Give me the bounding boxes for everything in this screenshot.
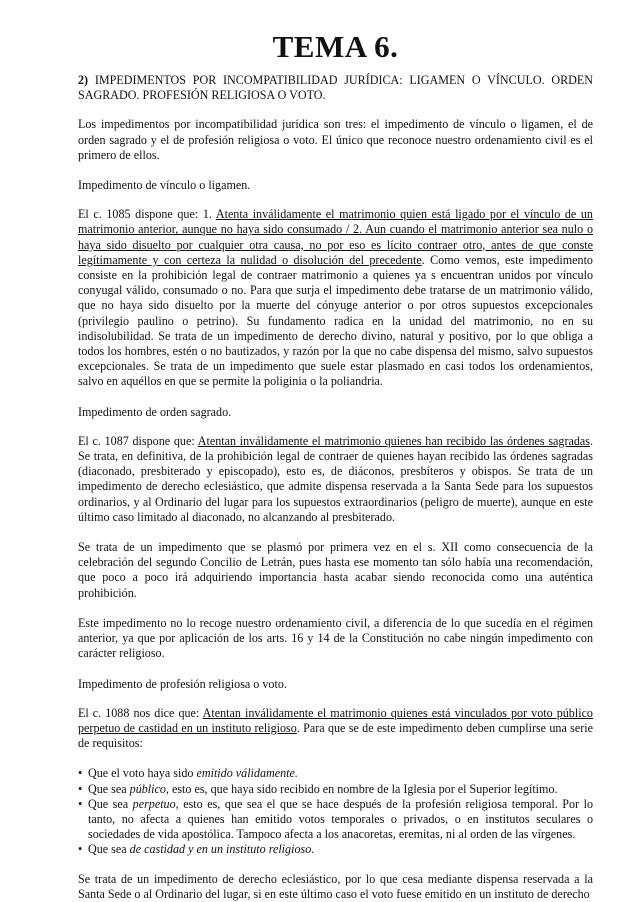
orden-paragraph-3: Este impedimento no lo recoge nuestro ordenamiento civil, a diferencia de lo que sucedía en el régimen anterior, ya que por aplicación de los arts. 16 y 14 de la Constitución no cabe ningún impedimento con carácter religioso. — [78, 615, 593, 661]
voto-paragraph-1 — [78, 706, 593, 752]
voto-heading: Impedimento de profesión religiosa o voto. — [78, 676, 287, 691]
orden-paragraph-2: Se trata de un impedimento que se plasmó por primera vez en el s. XII como consecuencia de la celebración del segundo Concilio de Letrán, pues hasta ese momento tan sólo había una recomendación, que poco a poco irá adquiriendo importancia hasta acabar siendo reconocida como una auténtica prohibición. — [78, 540, 593, 600]
voto-paragraph-2: Se trata de un impedimento de derecho eclesiástico, por lo que cesa mediante dispensa reservada a la Santa Sede o al Ordinario del lugar, si en este último caso el voto fuese emitido en un instituto de derecho — [78, 871, 593, 901]
ligamen-paragraph — [78, 207, 593, 389]
list-item: • Que sea público, esto es, que haya sido recibido en nombre de la Iglesia por el Superior legítimo. — [78, 782, 593, 797]
ligamen-text-start: El c. 1085 dispone que: 1. — [78, 207, 216, 222]
ligamen-heading: Impedimento de vínculo o ligamen. — [78, 178, 251, 193]
section-heading-text: IMPEDIMENTOS POR INCOMPATIBILIDAD JURÍDICA: LIGAMEN O VÍNCULO. ORDEN SAGRADO. PROFESIÓN RELIGIOSA O VOTO. — [78, 73, 593, 103]
page-title: TEMA 6. — [272, 29, 399, 64]
section-number: 2) — [78, 73, 89, 87]
list-item: • Que el voto haya sido emitido válidamente. — [78, 766, 593, 781]
ligamen-canon-quote: Atenta inválidamente el matrimonio quien está ligado por el vínculo de un matrimonio anterior, aunque no haya sido consumado / 2. Aun cuando el matrimonio anterior sea nulo o haya sido disuelto por cualquier otra causa, no por eso es lícito contraer otro, antes de que conste legítimamente y con certeza la nulidad o disolución del precedente — [78, 207, 593, 267]
orden-heading: Impedimento de orden sagrado. — [78, 404, 232, 419]
list-item: • Que sea perpetuo, esto es, que sea el que se hace después de la profesión religiosa temporal. Por lo tanto, no afecta a quienes han emitido votos temporales o privados, o en institutos seculares o sociedades de vida apostólica. Tampoco afecta a los anacoretas, eremitas, ni al orden de las vírgenes. — [78, 797, 593, 843]
voto-canon-quote: Atentan inválidamente el matrimonio quienes está vinculados por voto público perpetuo de castidad en un instituto religioso — [78, 705, 593, 735]
orden-canon-quote: Atentan inválidamente el matrimonio quienes han recibido las órdenes sagradas — [197, 433, 590, 448]
requirements-list — [78, 766, 593, 857]
orden-paragraph-1 — [78, 434, 593, 525]
voto-text-rest: . Para que se de este impedimento deben cumplirse una serie de requisitos: — [78, 720, 593, 751]
orden-text-start: El c. 1087 dispone que: — [78, 433, 198, 448]
intro-paragraph: Los impedimentos por incompatibilidad jurídica son tres: el impedimento de vínculo o ligamen, el de orden sagrado y el de profesión religiosa o voto. El único que reconoce nuestro ordenamiento civil es el primero de ellos. — [78, 117, 593, 162]
voto-text-start: El c. 1088 nos dice que: — [78, 705, 203, 720]
ligamen-text-rest: . Como vemos, este impedimento consiste en la prohibición legal de contraer matrimonio a quienes ya s encuentran unidos por vínculo conyugal válido, consumado o no. Para que surja el impedimento debe tratarse de un matrimonio válido, que no haya sido disuelto por la muerte del cónyuge anterior o por otros supuestos excepcionales (privilegio paulino o petrino). Su fundamento radica en la unidad del matrimonio, no en su indisolubilidad. Se trata de un impedimento de derecho divino, natural y positivo, por lo que obliga a todos los hombres, estén o no bautizados, y razón por la que no cabe dispensa del mismo, salvo supuestos excepcionales. Se trata de un impedimento que suele estar plasmado en casi todos los ordenamientos, salvo en aquéllos en que se permite la poliginia o la poliandria. — [78, 252, 593, 389]
orden-text-rest: . Se trata, en definitiva, de la prohibición legal de contraer de quienes hayan recibido las órdenes sagradas (diaconado, presbiterado y episcopado), esto es, de diáconos, presbíteros y obispos. Se trata de un impedimento de derecho eclesiástico, que admite dispensa reservada a la Santa Sede para los supuestos ordinarios, y al Ordinario del lugar para los supuestos extraordinarios (peligro de muerte), aunque en este último caso limitado al diaconado, no alcanzando al presbiterado. — [78, 433, 593, 524]
list-item: • Que sea de castidad y en un instituto religioso. — [78, 842, 593, 857]
section-heading — [78, 73, 593, 103]
